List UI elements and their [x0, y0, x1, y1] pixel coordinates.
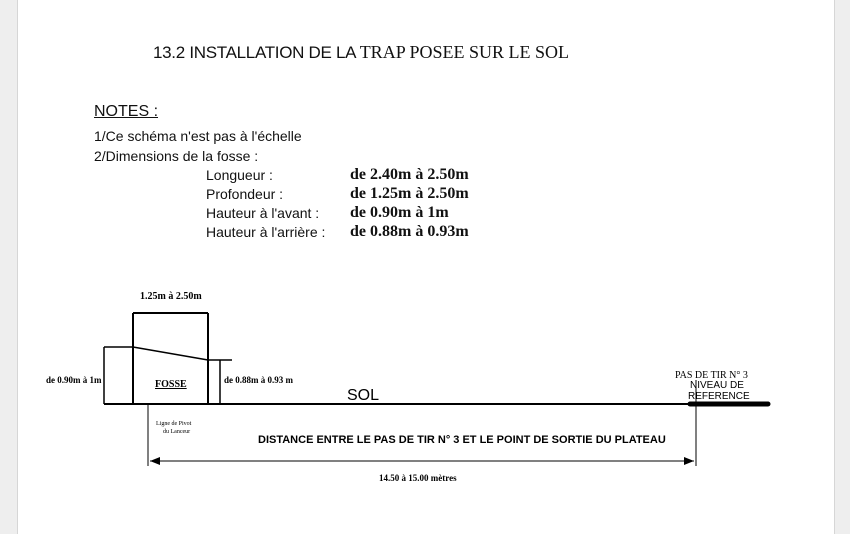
note-line-2: 2/Dimensions de la fosse : [94, 148, 259, 164]
niveau-label-2: REFERENCE [688, 391, 750, 402]
dim-value-profondeur: de 1.25m à 2.50m [350, 185, 469, 202]
section-number: 13.2 [153, 43, 185, 62]
pivot-label-2: du Lanceur [163, 429, 191, 435]
distance-caption: DISTANCE ENTRE LE PAS DE TIR N° 3 ET LE POINT DE SORTIE DU PLATEAU [258, 434, 666, 446]
rear-height-label: de 0.88m à 0.93 m [224, 375, 293, 385]
fosse-label: FOSSE [155, 379, 187, 390]
arrow-left-icon [150, 457, 160, 465]
distance-value: 14.50 à 15.00 mètres [379, 473, 457, 483]
title-part-2: TRAP POSEE SUR LE SOL [359, 42, 570, 62]
dim-value-hauteur-arriere: de 0.88m à 0.93m [350, 223, 469, 240]
arrow-right-icon [684, 457, 694, 465]
dim-label-hauteur-arriere: Hauteur à l'arrière : [206, 224, 326, 240]
title-part-1: INSTALLATION DE LA [189, 43, 356, 62]
dim-label-profondeur: Profondeur : [206, 186, 284, 202]
notes-heading: NOTES : [94, 103, 159, 120]
note-line-1: 1/Ce schéma n'est pas à l'échelle [94, 128, 302, 144]
front-height-label: de 0.90m à 1m [46, 375, 102, 385]
dim-label-hauteur-avant: Hauteur à l'avant : [206, 205, 320, 221]
top-dimension-label: 1.25m à 2.50m [140, 291, 202, 302]
niveau-label-1: NIVEAU DE [690, 380, 744, 391]
pit-roof-slope [133, 347, 208, 360]
pivot-label-1: Ligne de Pivot [156, 421, 192, 427]
sol-label: SOL [347, 387, 380, 404]
pas-de-tir-label: PAS DE TIR N° 3 [675, 370, 748, 381]
dim-label-longueur: Longueur : [206, 167, 273, 183]
dim-value-hauteur-avant: de 0.90m à 1m [350, 204, 449, 221]
dim-value-longueur: de 2.40m à 2.50m [350, 166, 469, 183]
